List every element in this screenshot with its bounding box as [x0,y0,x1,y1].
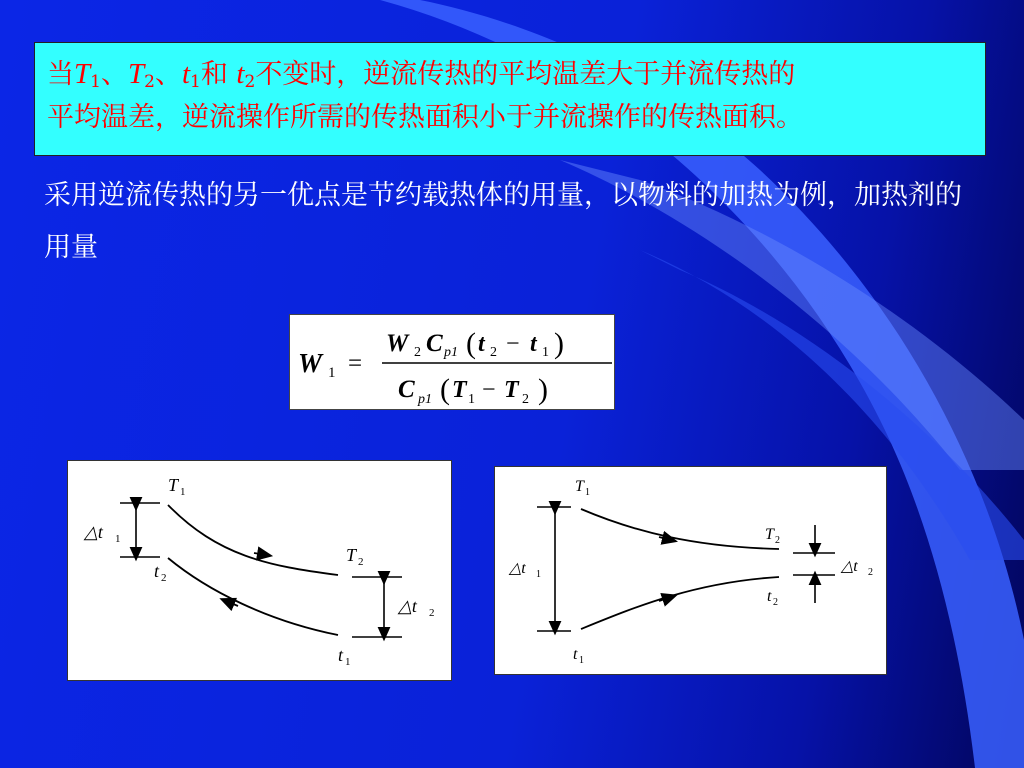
label-T2: T [346,545,357,565]
formula-den-c: C [398,376,415,403]
label-delta-t2-sub: 2 [868,567,873,578]
formula-den-c-sub: p1 [418,392,432,407]
formula-num-w-sub: 2 [414,345,421,360]
label-t1: t [573,646,578,663]
counterflow-diagram [67,460,452,681]
label-t1: t [338,645,344,665]
parallelflow-diagram [494,466,887,675]
label-t2-sub: 2 [161,572,167,584]
formula-num-t1-sub: 1 [542,345,549,360]
formula-num-c: C [426,330,443,357]
formula-num-t2-sub: 2 [490,345,497,360]
label-T1: T [168,475,179,495]
formula-den-t2-sub: 2 [522,392,529,407]
label-t1-sub: 1 [579,655,584,666]
formula-box [289,314,615,410]
label-T1-sub: 1 [180,486,186,498]
label-T1: T [575,478,584,495]
formula-den-minus: − [482,377,496,403]
formula-num-paren-close: ) [554,327,564,360]
label-T1-sub: 1 [585,487,590,498]
formula-den-paren-open: ( [440,373,450,406]
formula-den-paren-close: ) [538,373,548,406]
label-delta-t2-sub: 2 [429,607,435,619]
label-t2: t [767,588,772,605]
formula-den-t1-sub: 1 [468,392,475,407]
cold-stream-curve [581,577,779,629]
label-delta-t2: △t [398,596,417,616]
label-T2: T [765,526,774,543]
body-paragraph: 采用逆流传热的另一优点是节约载热体的用量，以物料的加热为例，加热剂的用量 [44,180,962,263]
label-delta-t1-sub: 1 [115,533,121,545]
formula-equation [290,315,616,411]
formula-num-t2: t [478,331,485,357]
label-delta-t1-sub: 1 [536,569,541,580]
formula-num-t1: t [530,331,537,357]
formula-lhs-sub: 1 [328,365,336,381]
hot-stream-arrow [254,553,266,555]
formula-den-t2: T [504,377,519,403]
formula-num-w: W [386,330,409,357]
formula-num-c-sub: p1 [444,345,458,360]
label-delta-t1: △t [509,560,526,577]
label-t1-sub: 1 [345,656,351,668]
cold-stream-curve [168,558,338,635]
hot-stream-curve [581,509,779,549]
label-delta-t2: △t [841,558,858,575]
formula-equals: = [348,350,363,377]
hot-stream-curve [168,505,338,575]
callout-line1: 当$T_1$、$T_2$、$t_1$和 $t_2$不变时，逆流传热的平均温差大于并流传热的 [47,58,796,92]
label-delta-t1: △t [84,522,103,542]
callout-box [34,42,986,156]
label-t2: t [154,561,160,581]
formula-lhs-w: W [298,348,323,378]
label-T2-sub: 2 [775,535,780,546]
formula-den-t1: T [452,377,467,403]
label-T2-sub: 2 [358,556,364,568]
formula-num-minus: − [506,331,520,357]
formula-num-paren-open: ( [466,327,476,360]
callout-line2: 平均温差，逆流操作所需的传热面积小于并流操作的传热面积。 [47,102,803,133]
label-t2-sub: 2 [773,597,778,608]
